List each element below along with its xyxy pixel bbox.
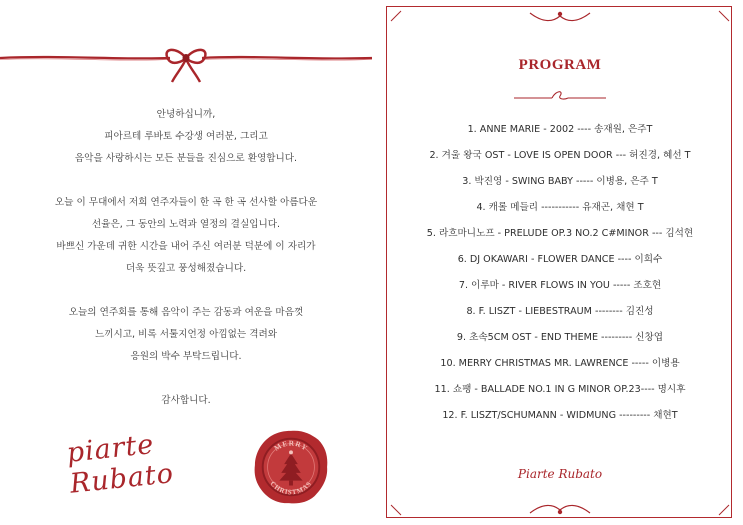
title-divider-ornament <box>512 88 608 102</box>
greeting-line: 오늘 이 무대에서 저희 연주자들이 한 곡 한 곡 선사할 아름다운 <box>54 197 318 208</box>
program-item: 9. 초속5CM OST - END THEME --------- 신창엽 <box>456 332 664 343</box>
signature: piarte Rubato <box>65 428 176 500</box>
greeting-line: 더욱 뜻깊고 풍성해졌습니다. <box>125 263 247 274</box>
greeting-line: 안녕하십니까, <box>156 109 216 120</box>
greeting-line: 바쁘신 가운데 귀한 시간을 내어 주신 여러분 덕분에 이 자리가 <box>56 241 316 252</box>
program-card <box>386 6 732 518</box>
program-item: 12. F. LISZT/SCHUMANN - WIDMUNG --------- 채현T <box>442 410 678 421</box>
program-title: PROGRAM <box>518 57 602 73</box>
greeting-message <box>16 104 356 434</box>
program-list <box>387 117 733 429</box>
program-item: 7. 이루마 - RIVER FLOWS IN YOU ----- 조호현 <box>458 280 662 291</box>
seal-bottom-text: CHRISTMAS <box>268 480 314 497</box>
greeting-line: 느끼시고, 비록 서툴지언정 아낌없는 격려와 <box>94 329 278 340</box>
greeting-line: 응원의 박수 부탁드립니다. <box>130 351 242 362</box>
program-item: 10. MERRY CHRISTMAS MR. LAWRENCE ----- 이병용 <box>440 358 680 369</box>
greeting-paragraph-2 <box>16 192 356 280</box>
greeting-line: 음악을 사랑하시는 모든 분들을 진심으로 환영합니다. <box>74 153 298 164</box>
greeting-paragraph-3 <box>16 302 356 368</box>
program-item: 8. F. LISZT - LIEBESTRAUM -------- 김진성 <box>466 306 654 317</box>
greeting-line: 감사합니다. <box>161 395 211 406</box>
greeting-closing <box>16 390 356 412</box>
program-item: 1. ANNE MARIE - 2002 ---- 송재원, 은주T <box>467 124 653 135</box>
program-item: 2. 겨울 왕국 OST - LOVE IS OPEN DOOR --- 허진경, 혜선 T <box>429 150 691 161</box>
seal-top-text: MERRY <box>272 438 310 453</box>
program-item: 5. 라흐마니노프 - PRELUDE OP.3 NO.2 C#MINOR --- 김석현 <box>426 228 694 239</box>
program-item: 6. DJ OKAWARI - FLOWER DANCE ---- 이희수 <box>457 254 663 265</box>
greeting-line: 피아르테 루바토 수강생 여러분, 그리고 <box>104 131 268 142</box>
footer-signature: Piarte Rubato <box>517 467 603 481</box>
program-item: 4. 캐롤 메들리 ----------- 유재곤, 채현 T <box>476 202 644 213</box>
greeting-line: 선율은, 그 동안의 노력과 열정의 결실입니다. <box>91 219 281 230</box>
wax-seal-icon <box>252 428 330 506</box>
program-item: 3. 박진영 - SWING BABY ----- 이병용, 은주 T <box>462 176 658 187</box>
greeting-line: 오늘의 연주회를 통해 음악이 주는 감동과 여운을 마음껏 <box>68 307 304 318</box>
greeting-paragraph-1 <box>16 104 356 170</box>
ribbon-bow-icon <box>0 38 372 88</box>
program-item: 11. 쇼팽 - BALLADE NO.1 IN G MINOR OP.23---- 명시후 <box>434 384 686 395</box>
